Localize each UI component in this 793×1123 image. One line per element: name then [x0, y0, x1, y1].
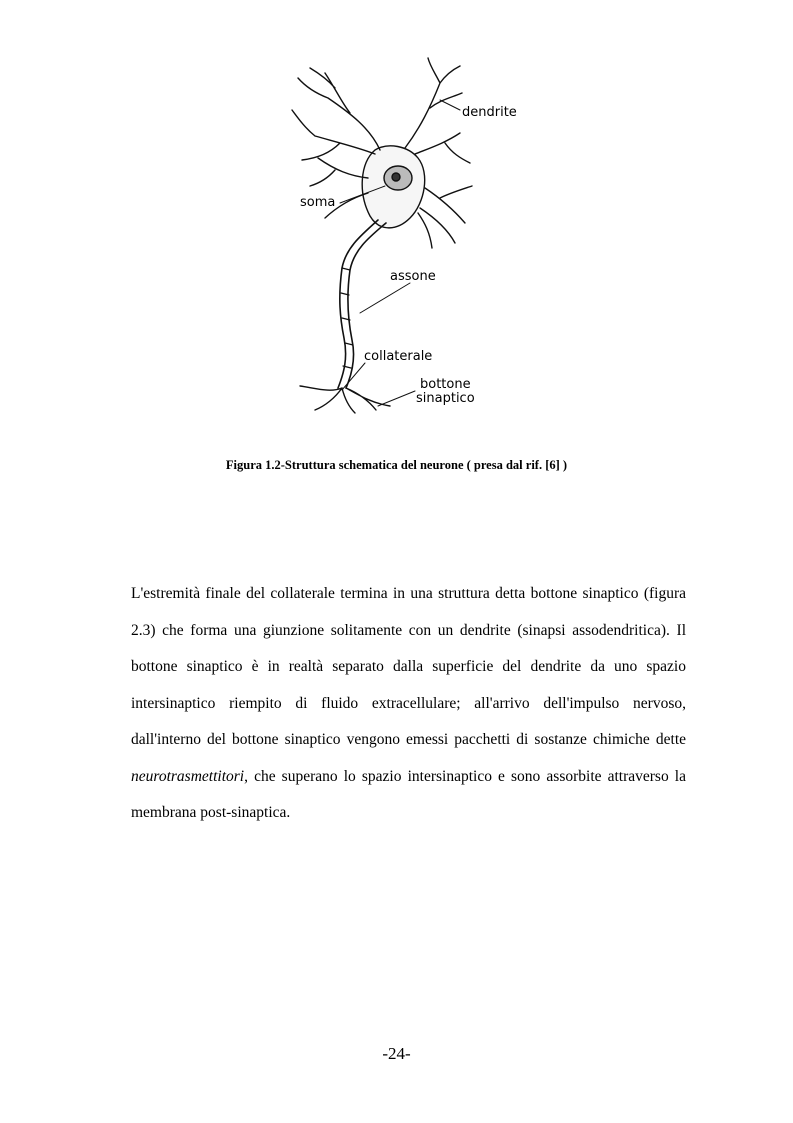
page-number: -24-: [382, 1044, 411, 1063]
figure-caption: Figura 1.2-Struttura schematica del neurone ( presa dal rif. [6] ): [225, 458, 568, 472]
leader-line: [360, 283, 410, 313]
dendrite-branch: [415, 133, 470, 163]
paragraph-text-after: , che superano lo spazio intersinaptico e sono assorbite attraverso la membrana post-sinaptica.: [131, 767, 686, 821]
label-assone: assone: [390, 269, 436, 284]
label-bottone: bottone: [420, 377, 471, 392]
label-soma: soma: [300, 195, 336, 210]
myelin-segments: [341, 268, 353, 368]
neuron-diagram: [280, 58, 517, 428]
dendrite-branch: [298, 68, 380, 150]
dendrite-branch: [292, 110, 375, 160]
neuron-figure: [280, 58, 517, 428]
body-paragraph: [131, 576, 686, 832]
label-dendrite: dendrite: [462, 105, 517, 120]
leader-line: [378, 391, 415, 406]
paragraph-emphasis: neurotrasmettitori: [131, 767, 245, 785]
paragraph-text-before: L'estremità finale del collaterale termina in una struttura detta bottone sinaptico (figura 2.3) che forma una giunzione solitamente con un dendrite (sinapsi assodendritica). Il bottone sinaptico è in realtà separato dalla superficie del dendrite da uno spazio intersinaptico riempito di fluido extracellulare; all'arrivo dell'impulso nervoso, dall'interno del bottone sinaptico vengono emessi pacchetti di sostanze chimiche dette: [131, 585, 686, 748]
label-sinaptico: sinaptico: [416, 391, 475, 406]
label-collaterale: collaterale: [364, 349, 433, 364]
terminal-branches: [300, 386, 390, 413]
dendrite-branch: [405, 58, 462, 148]
dendrite-branch: [418, 186, 472, 248]
leader-line: [440, 100, 460, 110]
